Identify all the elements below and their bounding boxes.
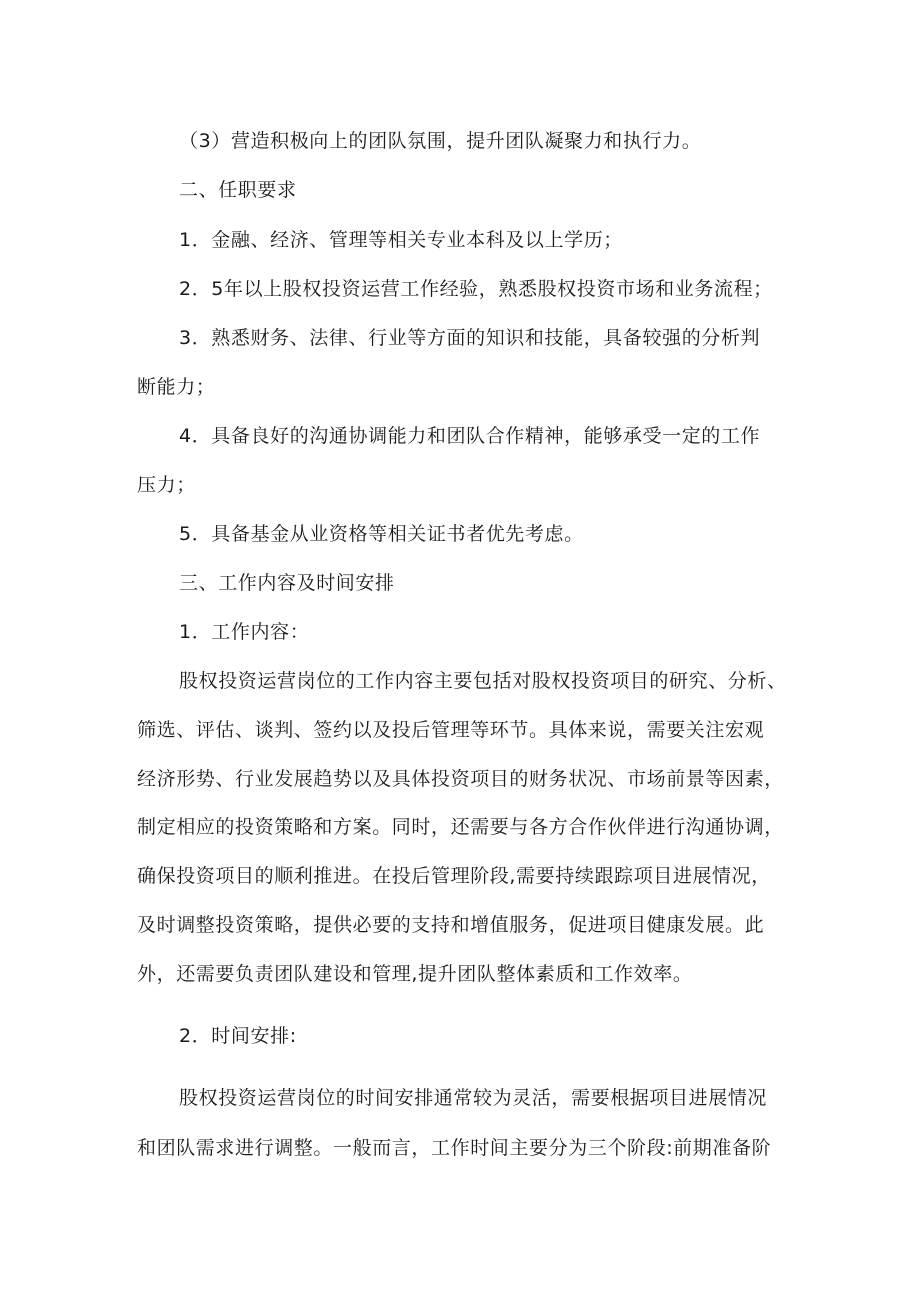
schedule-line-1: 股权投资运营岗位的时间安排通常较为灵活，需要根据项目进展情况: [179, 1087, 768, 1109]
work-content-line-7: 外，还需要负责团队建设和管理,提升团队整体素质和工作效率。: [137, 963, 693, 985]
heading-qualifications: 二、任职要求: [179, 179, 297, 201]
requirement-4-continued: 压力；: [137, 474, 196, 496]
work-content-line-5: 确保投资项目的顺利推进。在投后管理阶段,需要持续跟踪项目进展情况，: [137, 865, 771, 887]
requirement-1: 1．金融、经济、管理等相关专业本科及以上学历；: [179, 229, 623, 251]
work-content-line-1: 股权投资运营岗位的工作内容主要包括对股权投资项目的研究、分析、: [179, 670, 787, 692]
requirement-5: 5．具备基金从业资格等相关证书者优先考虑。: [179, 523, 584, 545]
requirement-2: 2．5年以上股权投资运营工作经验，熟悉股权投资市场和业务流程；: [179, 278, 773, 300]
work-content-line-4: 制定相应的投资策略和方案。同时，还需要与各方合作伙伴进行沟通协调，: [137, 816, 784, 838]
subheading-work-content: 1．工作内容：: [179, 621, 310, 643]
requirement-4: 4．具备良好的沟通协调能力和团队合作精神，能够承受一定的工作: [179, 425, 761, 447]
requirement-3: 3．熟悉财务、法律、行业等方面的知识和技能，具备较强的分析判: [179, 327, 761, 349]
heading-work-content-schedule: 三、工作内容及时间安排: [179, 572, 395, 594]
work-content-line-2: 筛选、评估、谈判、签约以及投后管理等环节。具体来说，需要关注宏观: [137, 719, 765, 741]
work-content-line-3: 经济形势、行业发展趋势以及具体投资项目的财务状况、市场前景等因素，: [137, 768, 784, 790]
work-content-line-6: 及时调整投资策略，提供必要的支持和增值服务，促进项目健康发展。此: [137, 914, 765, 936]
requirement-3-continued: 断能力；: [137, 376, 216, 398]
subheading-schedule: 2．时间安排:: [179, 1025, 297, 1047]
paragraph-team-atmosphere: （3）营造积极向上的团队氛围，提升团队凝聚力和执行力。: [179, 130, 702, 152]
schedule-line-2: 和团队需求进行调整。一般而言，工作时间主要分为三个阶段:前期准备阶: [137, 1137, 772, 1159]
